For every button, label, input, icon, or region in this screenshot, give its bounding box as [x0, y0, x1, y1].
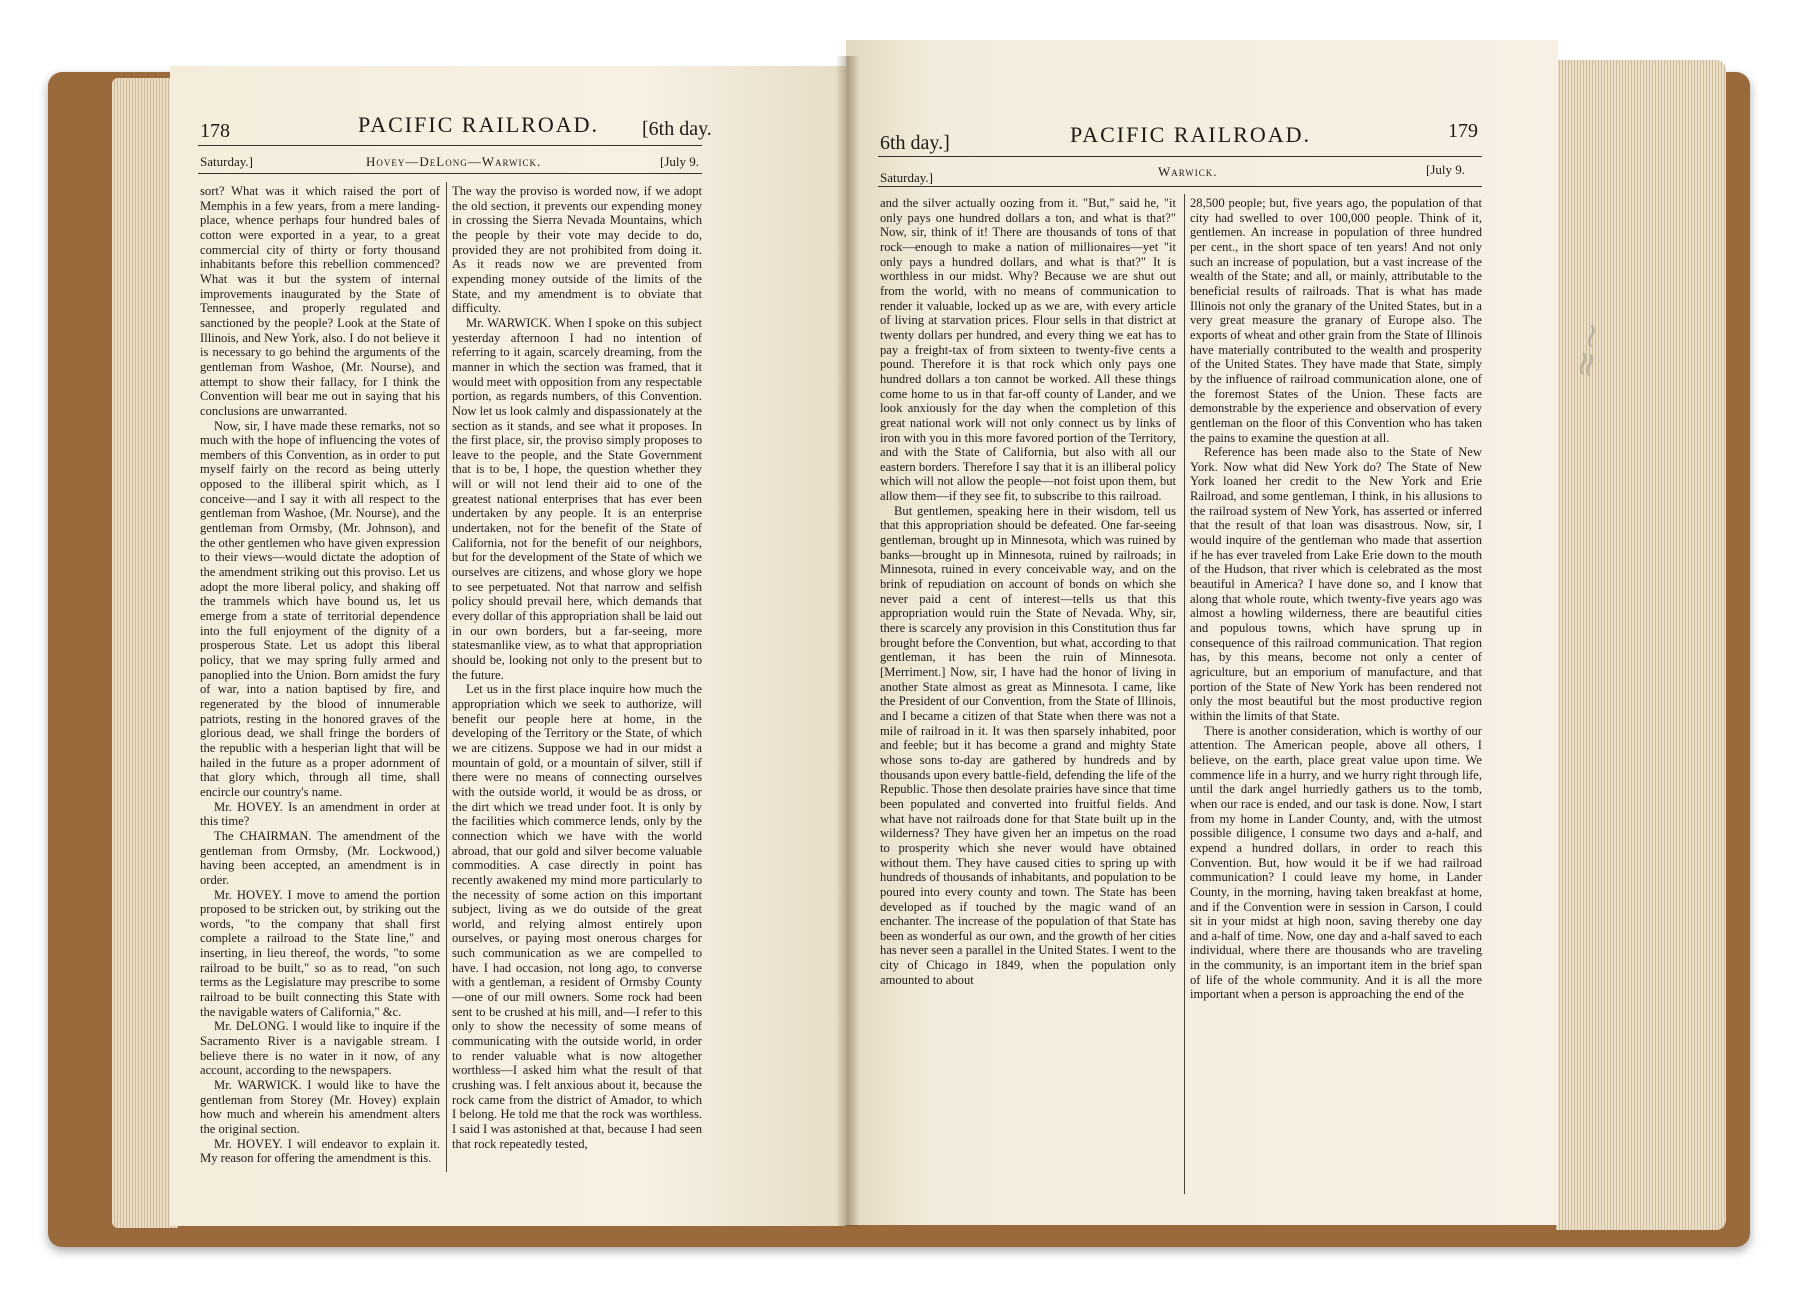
right-column-divider — [1184, 194, 1185, 1194]
paragraph: The CHAIRMAN. The amendment of the gentleman from Ormsby, (Mr. Lockwood,) having been accepted, an amendment is in order. — [200, 828, 440, 887]
left-date: [July 9. — [660, 154, 699, 169]
paragraph: There is another consideration, which is worthy of our attention. The American people, above all others, I believe, on the earth, place great value upon time. We commence life in a hurry, and we hurry right through life, until the dark angel hurriedly gathers us to the tomb, when our race is ended, and our task is done. Now, I start from my home in Lander County, and, with the utmost possible diligence, I consume two days and a-half, and expend a hundred dollars, in order to reach this Convention. But, how would it be if we had railroad communication? I could leave my home, in Lander County, in the morning, having taken breakfast at home, and if the Convention were in session in Carson, I could sit in your midst at high noon, saving thereby one day and a-half of time. Now, one day and a-half saved to each individual, where there are thousands who are traveling in the community, is an important item in the brief span of life of the whole community. And it is all the more important when a person is approaching the end of the — [1190, 723, 1482, 1002]
paragraph: 28,500 people; but, five years ago, the population of that city had swelled to over 100,000 people. Think of it, gentlemen. An increase in population of three hundred per cent., in the short space of ten years! And not only such an increase of population, but a vast increase of the wealth of the State; and all, or mainly, attributable to the beneficial results of railroads. That is what has made Illinois not only the granary of the United States, but in a very great measure the granary of Europe also. The exports of wheat and other grain from the State of Illinois have materially contributed to the wealth and prosperity of the United States. They have made that State, simply by the influence of railroad communication alone, one of the foremost States of the Union. These facts are demonstrable by the experience and observation of every gentleman on the floor of this Convention who has taken the pains to examine the question at all. — [1190, 196, 1482, 445]
paragraph: Reference has been made also to the State of New York. Now what did New York do? The State of New York loaned her credit to the New York and Erie Railroad, and some gentleman, I think, in his allusions to the railroad system of New York, has asserted or inferred that the result of that loan was disastrous. Now, sir, I would inquire of the gentleman who made that assertion if he has ever traveled from Lake Erie down to the mouth of the Hudson, that river which is celebrated as the most beautiful in America? I have done so, and I know that along that whole route, which twenty-five years ago was almost a howling wilderness, there are beautiful cities and populous towns, which have sprung up in consequence of this railroad communication. That region has, by this means, become not only a center of agriculture, but an emporium of manufacture, and that portion of the State of New York has been rendered not only the most beautiful but the most productive region within the limits of that State. — [1190, 445, 1482, 723]
left-page — [170, 66, 846, 1226]
pencil-marks: ≈~ — [1563, 318, 1614, 382]
right-page-number: 179 — [1448, 120, 1478, 142]
paragraph: Mr. WARWICK. I would like to have the gentleman from Storey (Mr. Hovey) explain how much and wherein his amendment alters the original section. — [200, 1078, 440, 1136]
right-sub-day: Saturday.] — [880, 170, 933, 185]
page-edges-left — [112, 78, 178, 1228]
paragraph: But gentlemen, speaking here in their wisdom, tell us that this appropriation should be defeated. One far-seeing gentleman, brought up in Minnesota, which was ruined by banks—brought up in Minnesota, ruined by railroads; in Minnesota, ruined in every conceivable way, and on the brink of repudiation on account of bonds on which she never paid a cent of interest—tells us that this appropriation would ruin the State of Nevada. Why, sir, there is scarcely any provision in this Constitution thus far brought before the Convention, but what, according to that gentleman, it has been the ruin of Minnesota. [Merriment.] Now, sir, I have had the honor of living in another State almost as great as Minnesota. I came, like the President of our Convention, from the State of Illinois, and I became a citizen of that State when there was not a mile of railroad in it. It was then sparsely inhabited, poor and feeble; but it has become a grand and mighty State whose sons to-day are gathered by hundreds and by thousands upon every battle-field, defending the life of the Republic. Those then desolate prairies have since that time been populated and converted into fruitful fields. And what have not railroads done for that State built up in the wilderness? They have given her an impetus on the road to prosperity which she never would have obtained without them. They have caused cities to spring up with hundreds of thousands of inhabitants, and population to be poured into every county and town. The State has been developed as if touched by the magic wand of an enchanter. The increase of the population of that State has been as wonderful as our own, and the growth of her cities has never seen a parallel in the United States. I went to the city of Chicago in 1849, when the population only amounted to about — [880, 503, 1176, 987]
right-speakers: Warwick. — [1158, 164, 1218, 179]
right-column-2 — [1190, 196, 1482, 1002]
page-edges-right — [1556, 60, 1726, 1230]
right-page — [846, 40, 1558, 1225]
paragraph: The way the proviso is worded now, if we adopt the old section, it prevents our expending money in crossing the Sierra Nevada Mountains, which the people by their vote may decide to do, provided they are not prohibited from doing it. As it reads now we are prevented from expending money outside of the limits of the State, and my amendment is to obviate that difficulty. — [452, 184, 702, 316]
paragraph: Let us in the first place inquire how much the appropriation which we seek to authorize, will benefit our people here at home, in the developing of the Territory or the State, of which we are citizens. Suppose we had in our midst a mountain of gold, or a mountain of silver, still if there were no means of connecting ourselves with the outside world, it would be as dross, or the dirt which we tread under foot. It is only by the facilities which commerce lends, only by the connection which we have with the world abroad, that our gold and silver become valuable commodities. A case directly in point has recently awakened my mind more particularly to the necessity of some action on this important subject, living as we do outside of the great world, and relying almost entirely upon ourselves, or paying most onerous charges for such communication as we are compelled to have. I had occasion, not long ago, to converse with a gentleman, a resident of Ormsby County—one of our mill owners. Some rock had been sent to be crushed at his mill, and—I refer to this only to show the necessity of some means of communicating with the outside world, in order to render valuable what is now altogether worthless—I asked him what the result of that crushing was. I felt anxious about it, because the rock came from the district of Amador, to which I belong. He told me that the rock was worthless. I said I was astonished at that, because I had seen that rock repeatedly tested, — [452, 682, 702, 1151]
left-speakers: Hovey—DeLong—Warwick. — [366, 154, 542, 169]
paragraph: Mr. WARWICK. When I spoke on this subject yesterday afternoon I had no intention of referring to it again, scarcely dreaming, from the manner in which the section was framed, that it would meet with opposition from any respectable portion, as regards numbers, of this Convention. Now let us look calmly and dispassionately at the section as it stands, and see what it proposes. In the first place, sir, the proviso simply proposes to leave to the people, and the State Government that is to be, I hope, the question whether they will or will not lend their aid to one of the greatest national enterprises that has ever been undertaken by any people. It is an enterprise undertaken, not for the benefit of the State of California, not for the benefit of our neighbors, but for the development of the State of which we ourselves are citizens, and whose glory we hope to see perpetuated. Not that narrow and selfish policy should prevail here, which demands that every dollar of this appropriation shall be laid out in our own borders, but a far-seeing, more statesmanlike view, as to what that appropriation should be, looking not only to the present but to the future. — [452, 315, 702, 682]
left-page-number: 178 — [200, 120, 230, 142]
left-column-2 — [452, 184, 702, 1151]
left-sub-rule — [198, 173, 702, 174]
paragraph: and the silver actually oozing from it. "But," said he, "it only pays one hundred dollars a ton, and what is that?" Now, sir, think of it! There are thousands of tons of that rock—enough to make a nation of millionaires—yet "it only pays a hundred dollars, and what is that?" It is worthless in our midst. Why? Because we are shut out from the world, with no means of communication to render it valuable, locked up as we are, with every article of living at starvation prices. Flour sells in that district at twenty dollars per hundred, and every thing we eat has to pay a freight-tax of from sixteen to twenty-five cents a pound. Therefore it is that rock which only pays one hundred dollars a ton cannot be worked. All these things come home to us in that far-off county of Lander, and we look anxiously for the day when the completion of this great national work will not only connect us by links of iron with you in this more favored portion of the Territory, and with the State of California, but also with all our eastern borders. Therefore I say that it is an illiberal policy which will not allow the people—not foist upon them, but allow them—if they see fit, to subscribe to this railroad. — [880, 196, 1176, 504]
right-sub-rule — [878, 186, 1482, 187]
paragraph: Now, sir, I have made these remarks, not so much with the hope of influencing the votes of members of this Convention, as in order to put myself fairly on the record as being utterly opposed to the illiberal spirit which, as I conceive—and I say it with all respect to the gentleman from Washoe, (Mr. Nourse), and the gentleman from Ormsby, (Mr. Johnson), and the other gentlemen who have given expression to their views—would dictate the adoption of the amendment striking out this proviso. Let us adopt the more liberal policy, and shaking off the trammels which have bound us, let us emerge from a state of territorial dependence into the full enjoyment of the dignity of a prosperous State. Let us adopt this liberal policy, that we may spring fully armed and panoplied into the Union. Born amidst the fury of war, into a nation baptised by fire, and regenerated by the blood of innumerable patriots, resting in the honored graves of the glorious dead, we shall fringe the borders of the republic with a hesperian light that will be hailed in the future as a proper adornment of that glory which, through all time, shall encircle our country's name. — [200, 418, 440, 799]
right-running-head — [846, 40, 1558, 154]
paragraph: Mr. HOVEY. I move to amend the portion proposed to be stricken out, by striking out the words, "to the company that shall first complete a railroad to the State line," and inserting, in lieu thereof, the words, "to some railroad to be built," so as to read, "on such terms as the Legislature may prescribe to some railroad to be built connecting this State with the navigable waters of California," &c. — [200, 887, 440, 1019]
right-column-1 — [880, 196, 1176, 987]
book-gutter — [836, 56, 860, 1226]
paragraph: Mr. HOVEY. Is an amendment in order at this time? — [200, 799, 440, 829]
left-header-rule — [198, 145, 702, 146]
left-running-head — [170, 66, 846, 142]
paragraph: Mr. HOVEY. I will endeavor to explain it. My reason for offering the amendment is this. — [200, 1136, 440, 1166]
left-column-divider — [446, 182, 447, 1172]
right-page-title: PACIFIC RAILROAD. — [1070, 122, 1312, 147]
right-date: [July 9. — [1426, 162, 1465, 177]
left-sub-day: Saturday.] — [200, 154, 253, 169]
left-column-1 — [200, 184, 440, 1166]
left-day-label: [6th day. — [642, 118, 712, 140]
paragraph: Mr. DeLONG. I would like to inquire if the Sacramento River is a navigable stream. I believe there is no water in it now, of any account, according to the newspapers. — [200, 1019, 440, 1078]
right-header-rule — [878, 156, 1482, 157]
right-day-label: 6th day.] — [880, 132, 950, 154]
paragraph: sort? What was it which raised the port of Memphis in a few years, from a mere landing-place, whence perhaps four hundred bales of cotton were exported in a year, to a great commercial city of thirty or forty thousand inhabitants before this rebellion commenced? What was it but the system of internal improvements inaugurated by the State of Tennessee, and properly regulated and sanctioned by the people? Look at the State of Illinois, and New York, also. I do not believe it is necessary to go behind the arguments of the gentleman from Washoe, (Mr. Nourse), and attempt to show their fallacy, for I think the Convention will bear me out in saying that his conclusions are unwarranted. — [200, 184, 440, 418]
left-page-title: PACIFIC RAILROAD. — [358, 112, 600, 137]
